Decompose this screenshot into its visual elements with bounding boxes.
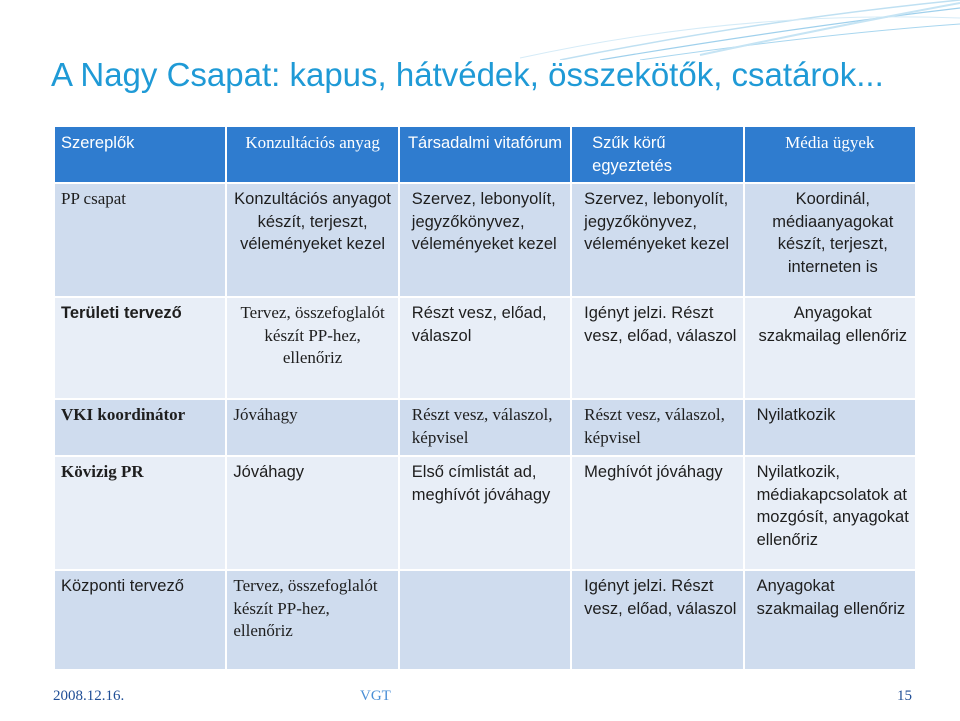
row-actor: Központi tervező	[55, 571, 225, 669]
footer-date: 2008.12.16.	[53, 688, 125, 704]
stakeholder-table	[53, 125, 917, 671]
table-row	[55, 571, 915, 669]
header-szuk-koru-egyeztetes: Szűk körű egyeztetés	[572, 127, 742, 182]
table-cell-empty	[400, 571, 570, 669]
table-cell: Igényt jelzi. Részt vesz, előad, válaszol	[572, 571, 742, 669]
table-cell: Meghívót jóváhagy	[572, 457, 742, 569]
table-cell: Nyilatkozik, médiakapcsolatok at mozgósít, anyagokat ellenőriz	[745, 457, 915, 569]
header-tarsadalmi-vitaforum: Társadalmi vitafórum	[400, 127, 570, 182]
row-actor: VKI koordinátor	[55, 400, 225, 455]
table-header-row	[55, 127, 915, 182]
slide-title: A Nagy Csapat: kapus, hátvédek, összekötők, csatárok...	[51, 56, 884, 93]
table-cell: Igényt jelzi. Részt vesz, előad, válaszol	[572, 298, 742, 398]
table-row	[55, 298, 915, 398]
row-actor: Területi tervező	[55, 298, 225, 398]
decorative-swoosh	[0, 0, 960, 60]
table-cell: Koordinál, médiaanyagokat készít, terjeszt, interneten is	[745, 184, 915, 296]
table-row	[55, 457, 915, 569]
footer-center-label: VGT	[360, 688, 391, 704]
table-cell: Anyagokat szakmailag ellenőriz	[745, 571, 915, 669]
table-cell: Nyilatkozik	[745, 400, 915, 455]
table-cell: Jóváhagy	[227, 457, 397, 569]
table-cell: Részt vesz, válaszol, képvisel	[572, 400, 742, 455]
header-szereplok: Szereplők	[55, 127, 225, 182]
row-actor: Kövizig PR	[55, 457, 225, 569]
page-number: 15	[897, 688, 912, 704]
table-row	[55, 184, 915, 296]
table-cell: Szervez, lebonyolít, jegyzőkönyvez, véleményeket kezel	[400, 184, 570, 296]
table-cell: Szervez, lebonyolít, jegyzőkönyvez, véleményeket kezel	[572, 184, 742, 296]
table-cell: Tervez, összefoglalót készít PP-hez, ellenőriz	[227, 298, 397, 398]
header-konzultacios-anyag: Konzultációs anyag	[227, 127, 397, 182]
table-row	[55, 400, 915, 455]
table-cell: Tervez, összefoglalót készít PP-hez, ellenőriz	[227, 571, 397, 669]
table-cell: Jóváhagy	[227, 400, 397, 455]
table-cell: Konzultációs anyagot készít, terjeszt, véleményeket kezel	[227, 184, 397, 296]
table-cell: Részt vesz, előad, válaszol	[400, 298, 570, 398]
row-actor: PP csapat	[55, 184, 225, 296]
table-cell: Anyagokat szakmailag ellenőriz	[745, 298, 915, 398]
table-cell: Részt vesz, válaszol, képvisel	[400, 400, 570, 455]
header-media-ugyek: Média ügyek	[745, 127, 915, 182]
table-cell: Első címlistát ad, meghívót jóváhagy	[400, 457, 570, 569]
